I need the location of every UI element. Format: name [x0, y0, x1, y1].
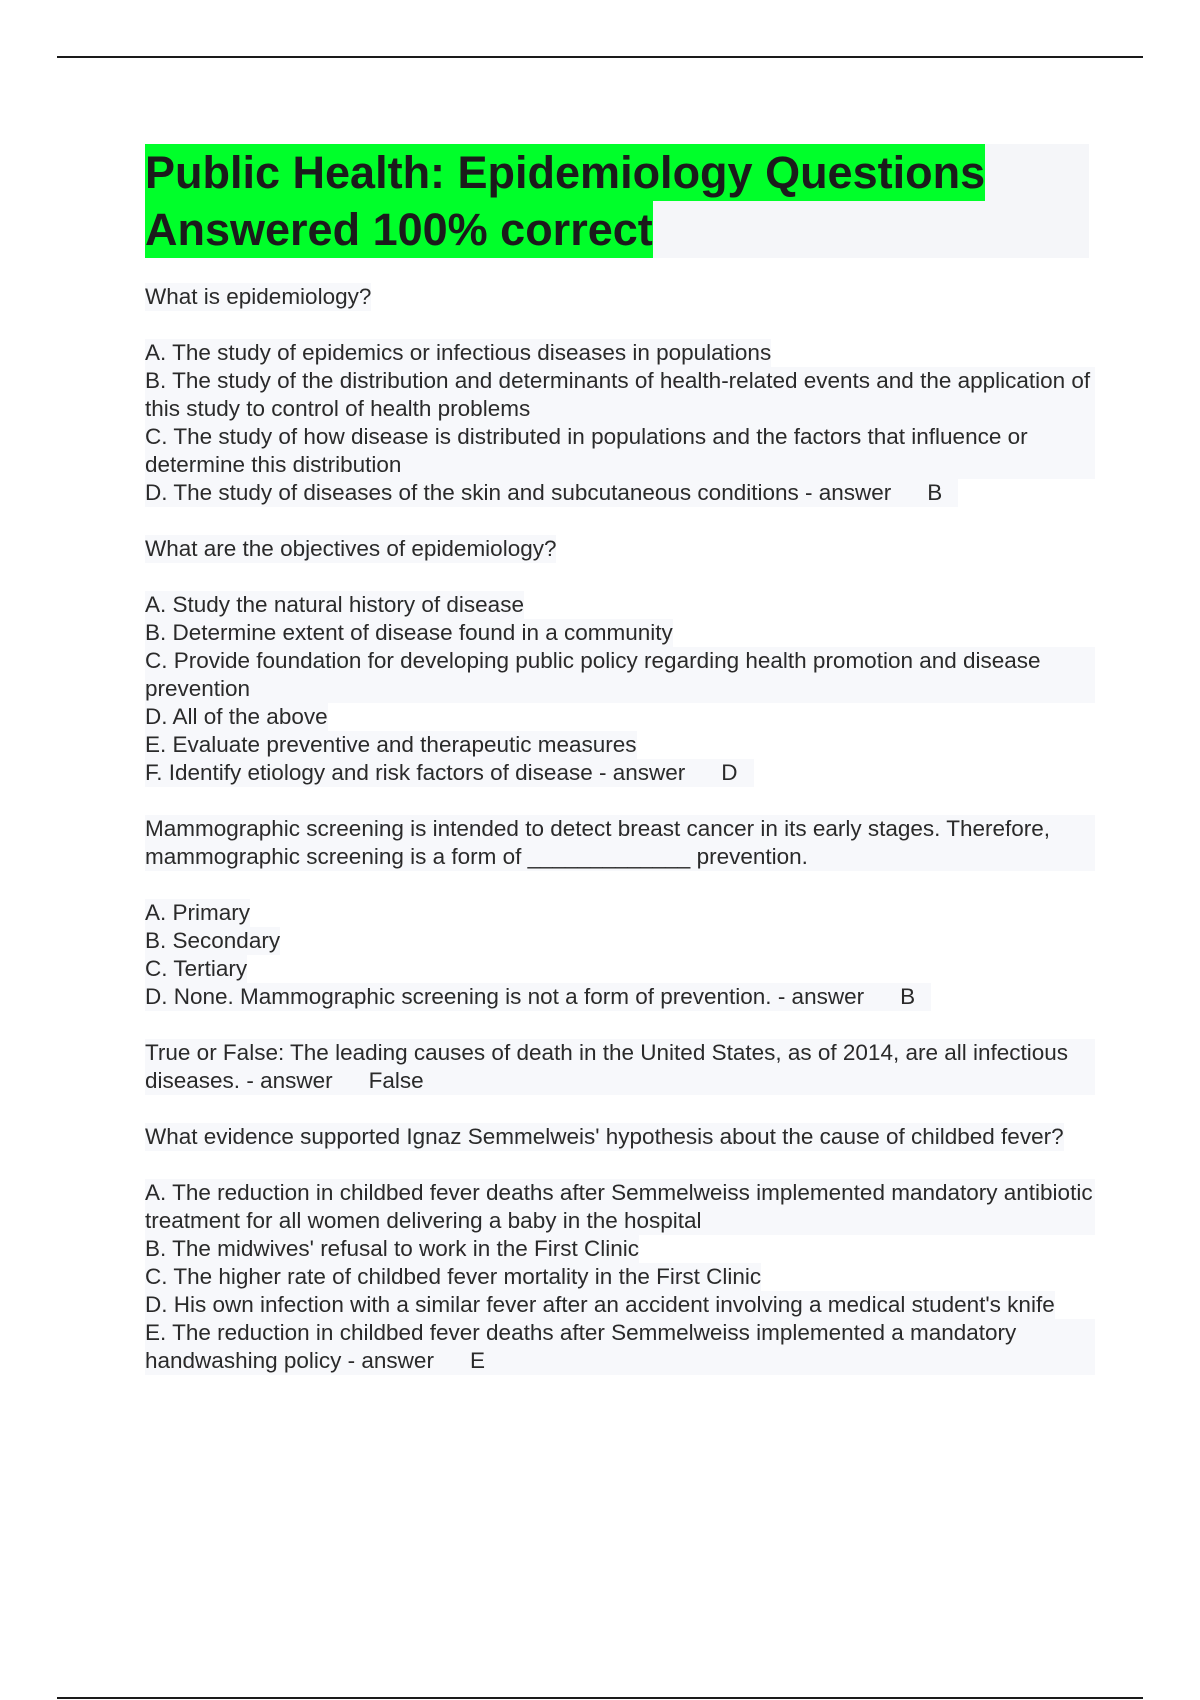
option-item: A. The study of epidemics or infectious diseases in populations — [145, 340, 772, 365]
option-item: C. The higher rate of childbed fever mortality in the First Clinic — [145, 1264, 762, 1289]
option-item: A. The reduction in childbed fever deaths after Semmelweiss implemented mandatory antibiotic treatment for all women delivering a baby in the hospital — [145, 1179, 1095, 1235]
option-item-with-answer — [145, 983, 931, 1011]
answer-value: False — [368, 1068, 424, 1093]
option-item: A. Study the natural history of disease — [145, 592, 524, 617]
title-line-1: Public Health: Epidemiology Questions — [145, 144, 985, 201]
answer-label: - answer — [347, 1348, 434, 1373]
question-text: What is epidemiology? — [145, 284, 372, 309]
qa-list — [145, 283, 1095, 1403]
qa-item — [145, 283, 1095, 507]
document-title — [145, 144, 1089, 258]
option-item: C. Provide foundation for developing public policy regarding health promotion and disease prevention — [145, 647, 1095, 703]
qa-item — [145, 1039, 1095, 1095]
option-item: C. Tertiary — [145, 956, 248, 981]
option-item: D. All of the above — [145, 704, 328, 729]
question-text: Mammographic screening is intended to detect breast cancer in its early stages. Therefore, mammographic screening is a form of _____________ prevention. — [145, 815, 1095, 871]
option-item: E. Evaluate preventive and therapeutic measures — [145, 732, 637, 757]
option-item-with-answer — [145, 479, 958, 507]
question-text: What evidence supported Ignaz Semmelweis' hypothesis about the cause of childbed fever? — [145, 1124, 1064, 1149]
answer-value: B — [927, 480, 943, 505]
option-item: B. The midwives' refusal to work in the First Clinic — [145, 1236, 640, 1261]
option-text: D. None. Mammographic screening is not a form of prevention. — [145, 984, 772, 1009]
answer-label: - answer — [777, 984, 865, 1009]
qa-item — [145, 1123, 1095, 1375]
answer-label: - answer — [246, 1068, 333, 1093]
header-rule — [57, 56, 1143, 58]
question-text: True or False: The leading causes of death in the United States, as of 2014, are all infectious diseases. — [145, 1040, 1069, 1093]
option-text: E. The reduction in childbed fever deaths after Semmelweiss implemented a mandatory handwashing policy — [145, 1320, 1017, 1373]
qa-item — [145, 535, 1095, 787]
question-with-answer — [145, 1039, 1095, 1095]
option-list — [145, 339, 1095, 507]
option-item: C. The study of how disease is distributed in populations and the factors that influence or determine this distribution — [145, 423, 1095, 479]
option-item: B. Secondary — [145, 928, 281, 953]
question-text: What are the objectives of epidemiology? — [145, 536, 557, 561]
option-item-with-answer — [145, 1319, 1095, 1375]
option-item-with-answer — [145, 759, 754, 787]
option-list — [145, 591, 1095, 787]
option-item: B. The study of the distribution and determinants of health-related events and the application of this study to control of health problems — [145, 367, 1095, 423]
option-item: D. His own infection with a similar fever after an accident involving a medical student's knife — [145, 1292, 1055, 1317]
option-item: A. Primary — [145, 900, 251, 925]
option-item: B. Determine extent of disease found in a community — [145, 620, 673, 645]
answer-value: E — [469, 1348, 485, 1373]
answer-label: - answer — [599, 760, 686, 785]
qa-item — [145, 815, 1095, 1011]
option-list — [145, 899, 1095, 1011]
answer-value: D — [721, 760, 738, 785]
option-text: D. The study of diseases of the skin and subcutaneous conditions — [145, 480, 799, 505]
option-text: F. Identify etiology and risk factors of disease — [145, 760, 593, 785]
answer-value: B — [900, 984, 916, 1009]
footer-rule — [57, 1697, 1143, 1699]
title-line-2: Answered 100% correct — [145, 201, 653, 258]
option-list — [145, 1179, 1095, 1375]
answer-label: - answer — [805, 480, 892, 505]
